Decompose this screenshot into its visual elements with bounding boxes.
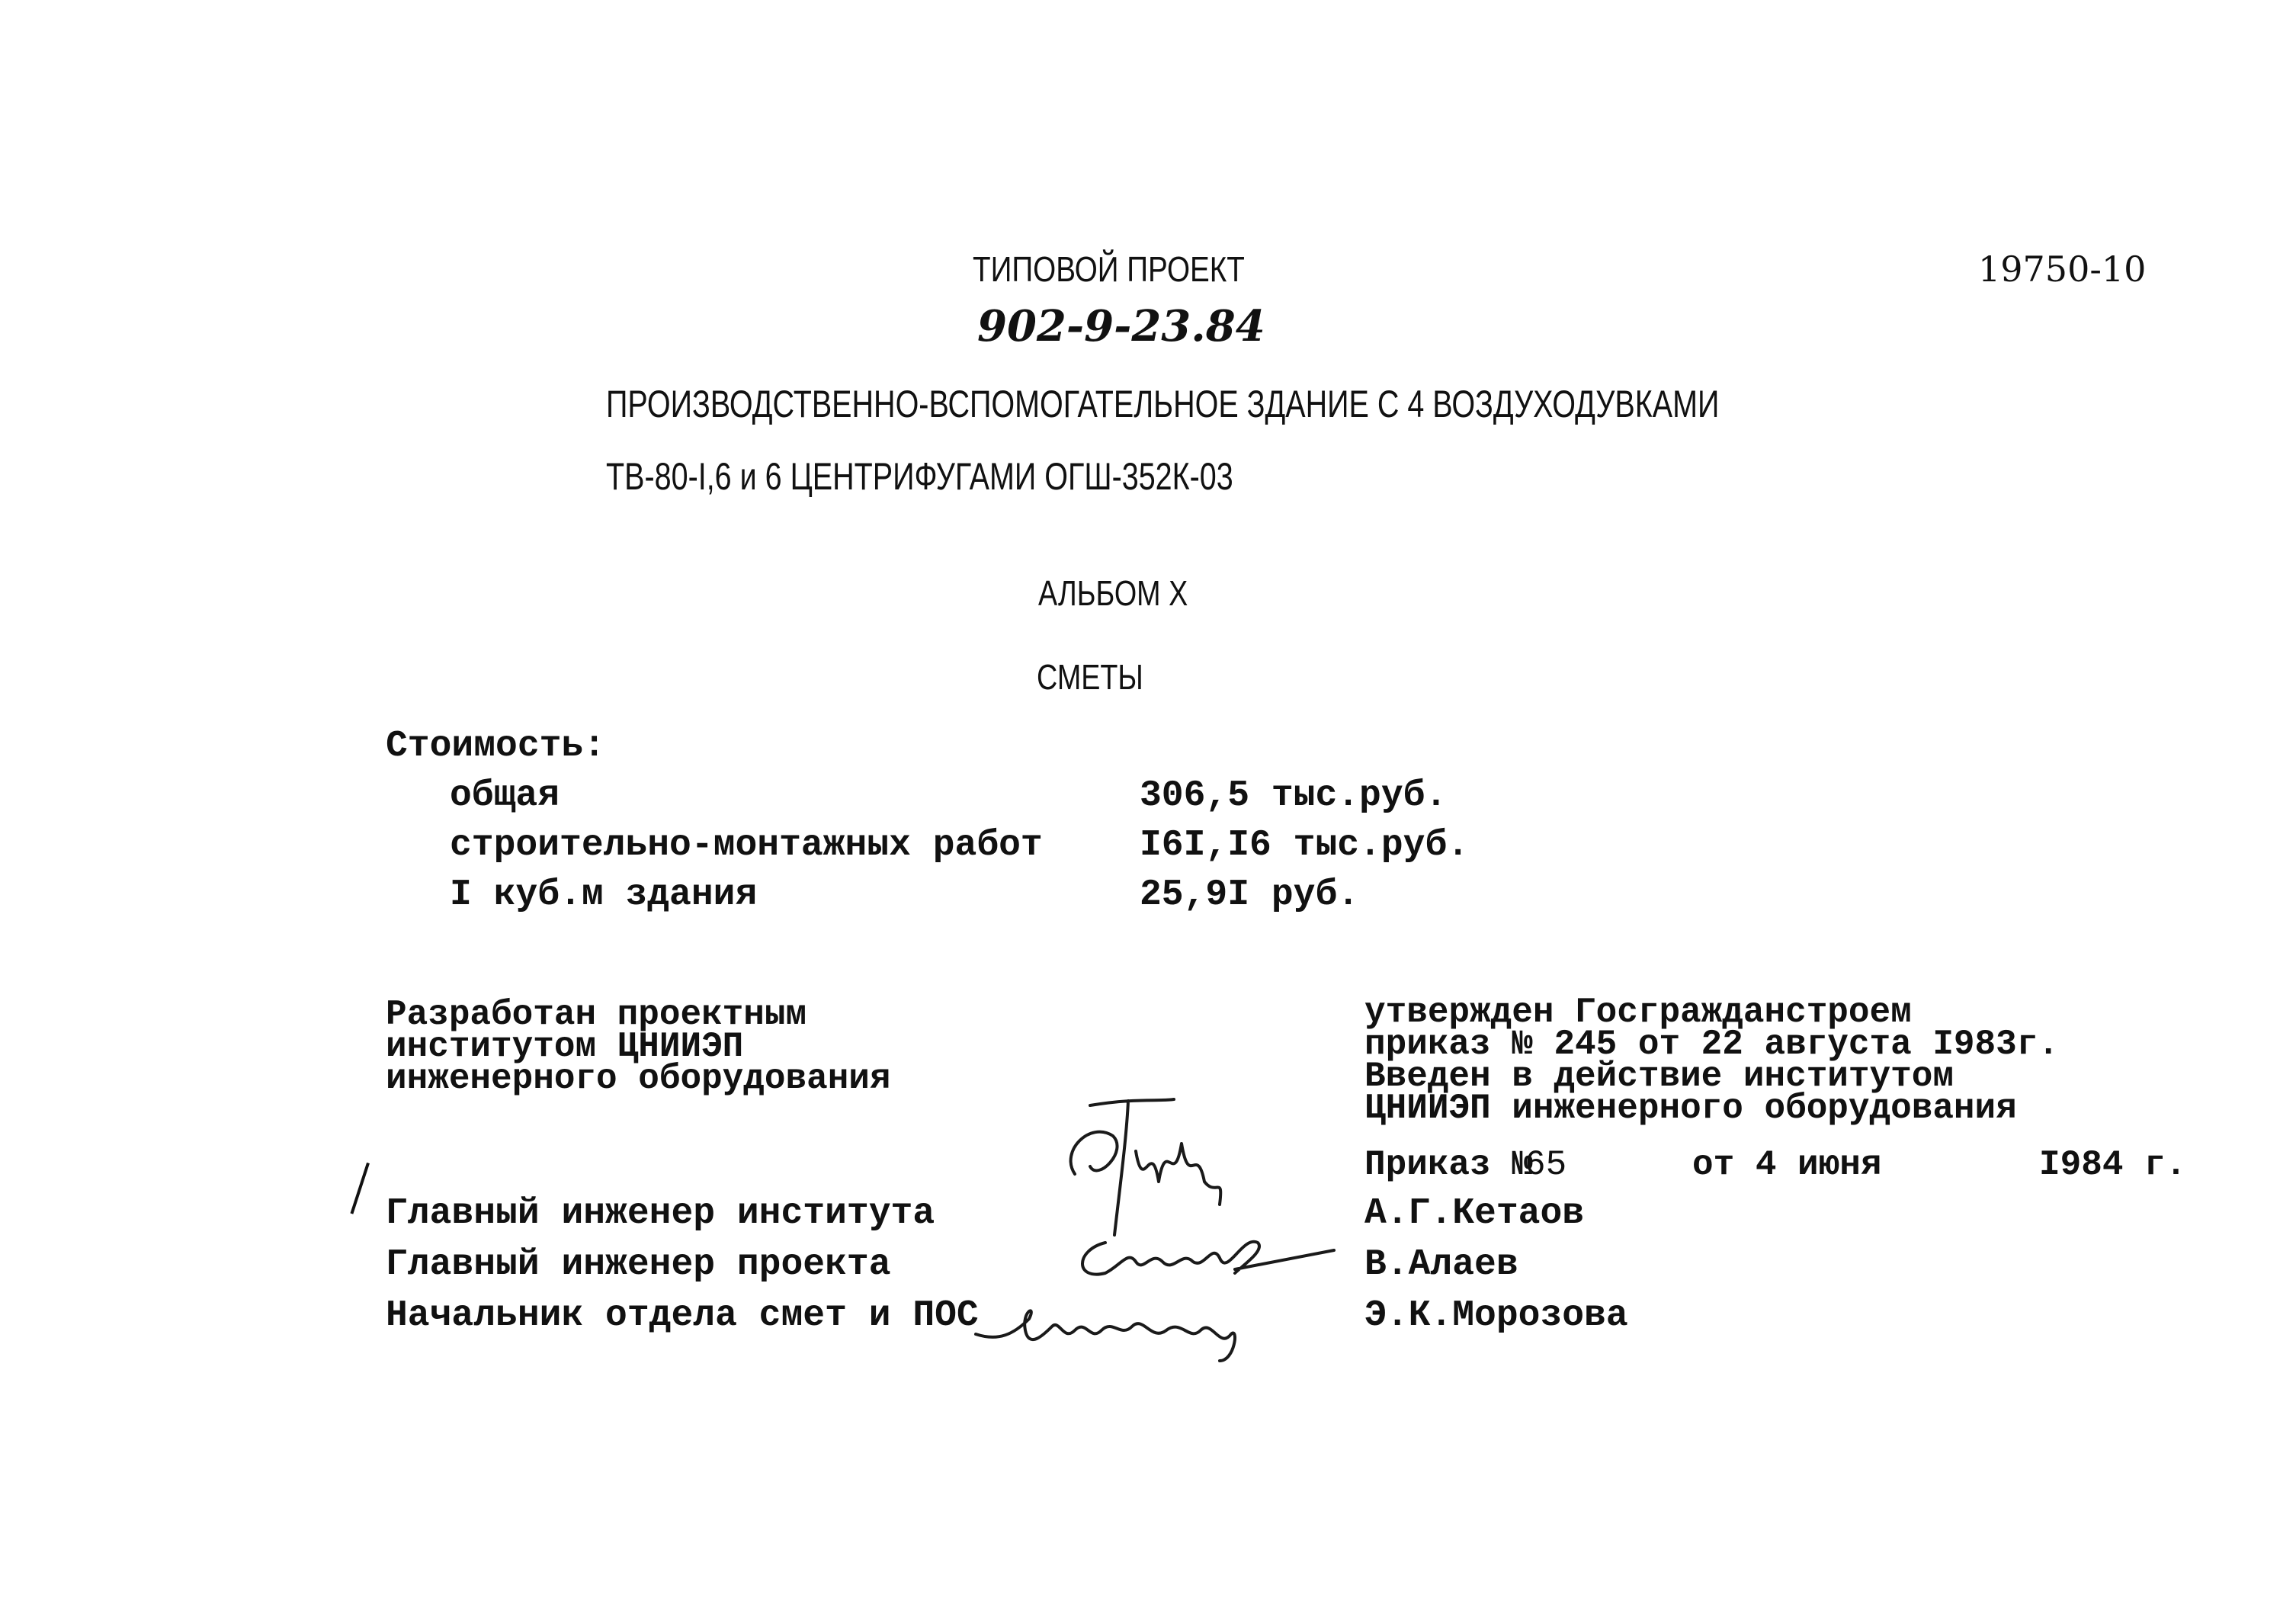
- developer-line-2: институтом ЦНИИЭП: [386, 1027, 744, 1067]
- margin-tick-mark: [350, 1163, 375, 1216]
- developer-line-1: Разработан проектным: [386, 995, 807, 1035]
- project-number: 902-9-23.84: [977, 301, 1265, 351]
- developer-line-3: инженерного оборудования: [386, 1059, 891, 1099]
- album-number: АЛЬБОМ X: [1038, 573, 1188, 613]
- signature-role-chief-engineer-institute: Главный инженер института: [386, 1193, 935, 1234]
- cost-value-construction: I6I,I6 тыс.руб.: [1140, 825, 1470, 866]
- project-subject-line-1: ПРОИЗВОДСТВЕННО-ВСПОМОГАТЕЛЬНОЕ ЗДАНИЕ С 4 ВОЗДУХОДУВКАМИ: [606, 383, 1720, 425]
- signature-role-chief-engineer-project: Главный инженер проекта: [386, 1244, 891, 1285]
- cost-label-construction: строительно-монтажных работ: [450, 825, 1043, 866]
- project-subject-line-2: ТВ-80-I,6 и 6 ЦЕНТРИФУГАМИ ОГШ-352К-03: [606, 455, 1233, 498]
- archive-number: 19750-10: [1978, 249, 2147, 290]
- handwritten-signature-2: [1060, 1220, 1342, 1288]
- cost-heading: Стоимость:: [386, 726, 606, 767]
- document-type-title: ТИПОВОЙ ПРОЕКТ: [973, 249, 1245, 289]
- approval-line-3: Введен в действие институтом: [1364, 1057, 1954, 1096]
- cost-value-per-cubic-meter: 25,9I руб.: [1140, 874, 1360, 916]
- cost-value-total: 306,5 тыс.руб.: [1140, 775, 1448, 816]
- order-date: от 4 июня: [1692, 1145, 1882, 1185]
- section-title: СМЕТЫ: [1037, 657, 1143, 697]
- signature-name-chief-engineer-project: В.Алаев: [1364, 1244, 1518, 1285]
- order-number: 65: [1525, 1145, 1567, 1185]
- cost-label-per-cubic-meter: I куб.м здания: [450, 874, 758, 916]
- signature-role-head-estimates: Начальник отдела смет и ПОС: [386, 1295, 979, 1336]
- order-year: I984 г.: [2039, 1145, 2187, 1185]
- approval-line-4: ЦНИИЭП инженерного оборудования: [1364, 1089, 2017, 1128]
- signature-name-head-estimates: Э.К.Морозова: [1364, 1295, 1628, 1336]
- approval-line-2: приказ № 245 от 22 августа I983г.: [1364, 1025, 2059, 1064]
- approval-line-1: утвержден Госгражданстроем: [1364, 993, 1912, 1032]
- handwritten-signature-3: [968, 1288, 1258, 1365]
- signature-name-chief-engineer-institute: А.Г.Кетаов: [1364, 1193, 1585, 1234]
- order-label: Приказ №: [1364, 1145, 1533, 1185]
- cost-label-total: общая: [450, 775, 560, 816]
